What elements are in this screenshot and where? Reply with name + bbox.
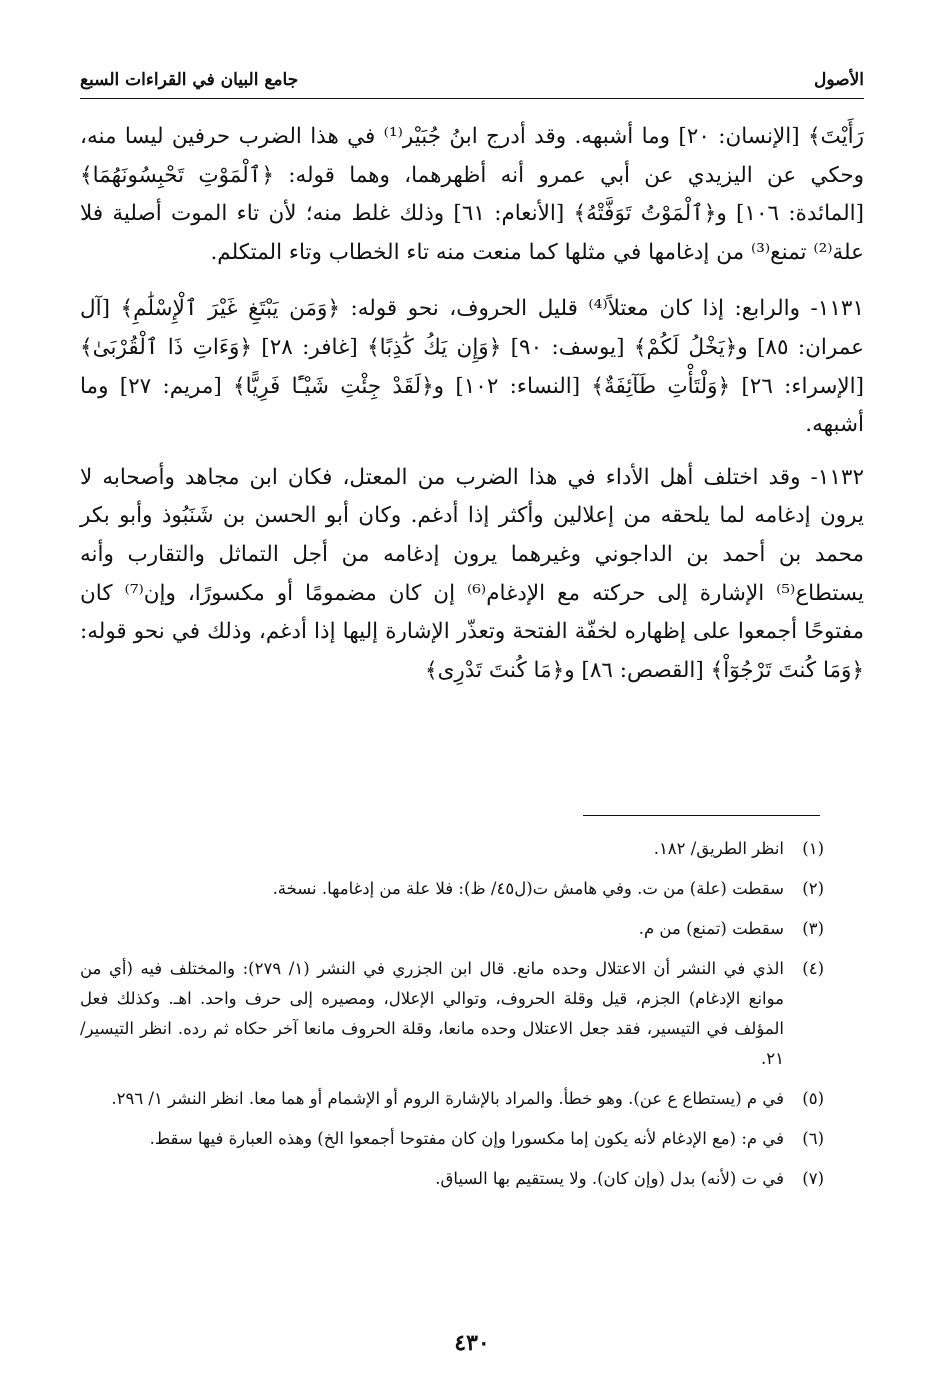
paragraph-1132: ١١٣٢- وقد اختلف أهل الأداء في هذا الضرب من المعتل، فكان ابن مجاهد وأصحابه لا يرون إدغامه لما يلحقه من إعلالين وأكثر إذا أدغم. وكان أبو الحسن بن شَنَبُوذ وأبو بكر محمد بن أحمد بن الداجوني وغيرهما يرون إدغامه من أجل التماثل والتقارب وأنه يستطاع⁽⁵⁾ الإشارة إلى حركته مع الإدغام⁽⁶⁾ إن كان مضمومًا أو مكسورًا، وإن⁽⁷⁾ كان مفتوحًا أجمعوا على إظهاره لخفّة الفتحة وتعذّر الإشارة إليها إذا أدغم، وذلك في نحو قوله: ﴿وَمَا كُنتَ تَرْجُوٓاْ﴾ [القصص: ٨٦] و﴿مَا كُنتَ تَدْرِى﴾ [80,464,864,683]
footnote-1 [80,834,824,864]
footnote-text: انظر الطريق/ ١٨٢. [653,839,784,858]
footnote-number: (٤) [802,959,824,978]
footnote-text: سقطت (علة) من ت. وفي هامش ت(ل٤٥/ ظ): فلا علة من إدغامها. نسخة. [272,879,784,898]
footnote-text: في م (يستطاع ع عن). وهو خطأ. والمراد بالإشارة الروم أو الإشمام أو هما معا. انظر النشر ١/ ٢٩٦. [111,1089,784,1108]
footnote-text: في ت (لأنه) بدل (وإن كان). ولا يستقيم بها السياق. [435,1169,784,1188]
paragraph-1131: ١١٣١- والرابع: إذا كان معتلاً⁽⁴⁾ قليل الحروف، نحو قوله: ﴿وَمَن يَبْتَغِ غَيْرَ ٱلْإِسْلَٰمِ﴾ [آل عمران: ٨٥] و﴿يَخْلُ لَكُمْ﴾ [يوسف: ٩٠] ﴿وَإِن يَكُ كَٰذِبًا﴾ [غافر: ٢٨] ﴿وَءَاتِ ذَا ٱلْقُرْبَىٰ﴾ [الإسراء: ٢٦] ﴿وَلْتَأْتِ طَآئِفَةٌ﴾ [النساء: ١٠٢] و﴿لَقَدْ جِئْتِ شَيْـًٔا فَرِيًّا﴾ [مريم: ٢٧] وما أشبهه. [80,296,865,438]
footnote-text: الذي في النشر أن الاعتلال وحده مانع. قال ابن الجزري في النشر (١/ ٢٧٩): والمختلف فيه (أي من موانع الإدغام) الجزم، قيل وقلة الحروف، وتوالي الإعلال، ومصيره إلى حرف واحد. اهـ. وكذلك فعل المؤلف في التيسير، فقد جعل الاعتلال وحده مانعا، وقلة الحروف مانعا آخر حكاه ثم رده. انظر التيسير/ ٢١. [80,959,784,1068]
footnote-7 [80,1164,824,1194]
book-title: جامع البيان في القراءات السبع [80,70,299,90]
running-header [80,64,864,99]
footnote-3 [80,914,824,944]
footnote-6 [80,1124,824,1154]
paragraph-1: رَأَيْتَ﴾ [الإنسان: ٢٠] وما أشبهه. وقد أدرج ابنُ جُبَيْر⁽¹⁾ في هذا الضرب حرفين ليسا منه، وحكي عن اليزيدي عن أبي عمرو أنه أظهرهما، وهما قوله: ﴿ٱلْمَوْتِ تَحْبِسُونَهُمَا﴾ [المائدة: ١٠٦] و﴿ٱلْمَوْتُ تَوَفَّتْهُ﴾ [الأنعام: ٦١] وذلك غلط منه؛ لأن تاء الموت أصلية فلا علة⁽²⁾ تمنع⁽³⁾ من إدغامها في مثلها كما منعت منه تاء الخطاب وتاء المتكلم. [80,124,864,265]
footnote-separator [583,815,820,816]
footnote-number: (٣) [802,919,824,938]
footnote-number: (٢) [802,879,824,898]
footnote-number: (٧) [802,1169,824,1188]
footnote-2 [80,874,824,904]
footnote-text: في م: (مع الإدغام لأنه يكون إما مكسورا وإن كان مفتوحا أجمعوا الخ) وهذه العبارة فيها سقط. [149,1129,784,1148]
footnotes [80,834,824,1204]
footnote-number: (٦) [802,1129,824,1148]
footnote-4 [80,954,824,1074]
main-text [80,118,864,704]
footnote-text: سقطت (تمنع) من م. [638,919,784,938]
section-title: الأصول [814,70,864,90]
footnote-5 [80,1084,824,1114]
footnote-number: (٥) [802,1089,824,1108]
page-number: ٤٣٠ [454,1330,490,1356]
footnote-number: (١) [802,839,824,858]
